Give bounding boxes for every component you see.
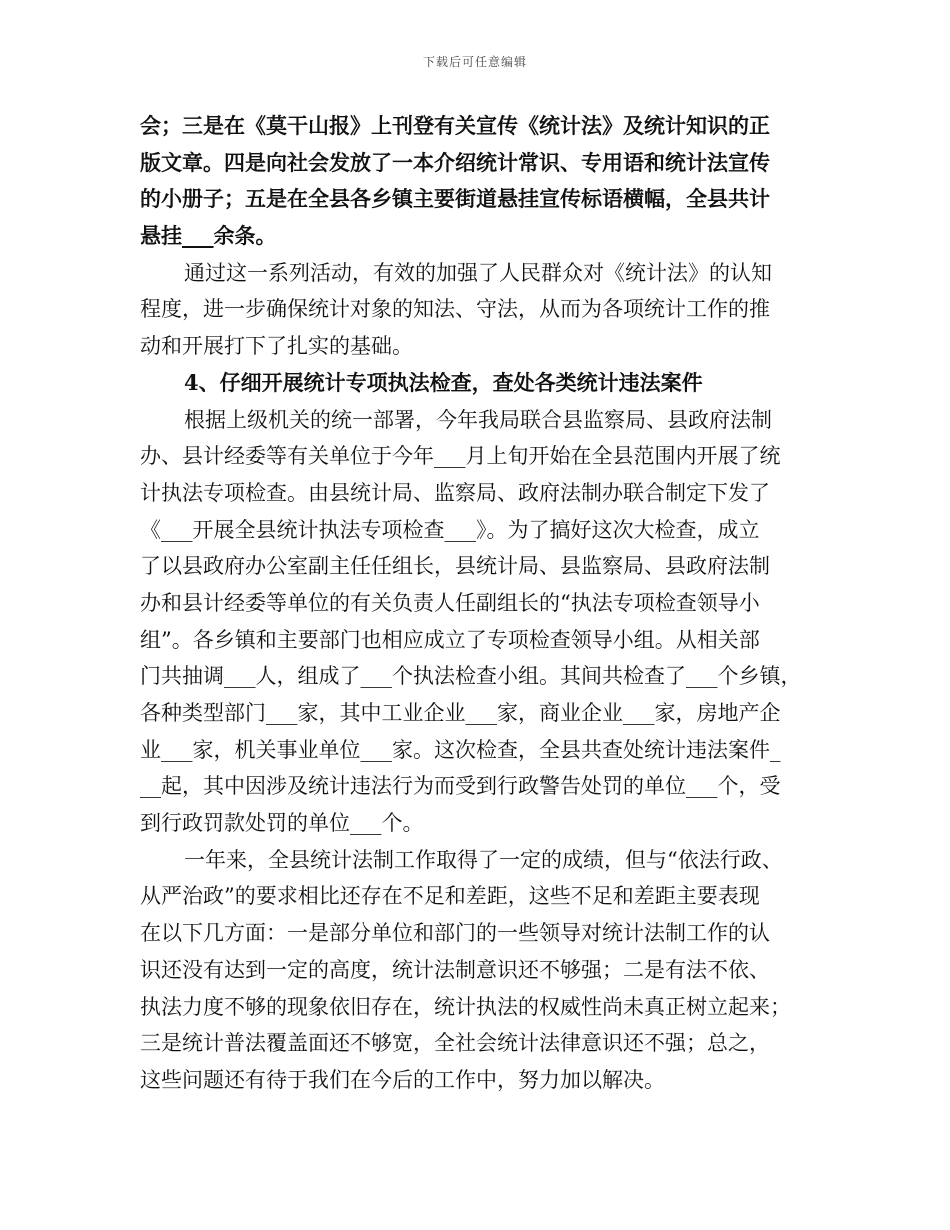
- text-line: 办和县计经委等单位的有关负责人任副组长的“执法专项检查领导小: [140, 590, 760, 615]
- text-line: 了以县政府办公室副主任任组长，县统计局、县监察局、县政府法制: [140, 554, 770, 579]
- text-line: 根据上级机关的统一部署，今年我局联合县监察局、县政府法制: [184, 407, 772, 432]
- text-line: 计执法专项检查。由县统计局、监察局、政府法制办联合制定下发了: [140, 480, 770, 505]
- bold-text-line: 4、仔细开展统计专项执法检查，查处各类统计违法案件: [184, 369, 703, 395]
- text-line: 一年来，全县统计法制工作取得了一定的成绩，但与“依法行政、: [184, 847, 783, 872]
- text-line: 在以下几方面：一是部分单位和部门的一些领导对统计法制工作的认: [140, 921, 770, 946]
- text-line: 执法力度不够的现象依旧存在，统计执法的权威性尚未真正树立起来；: [140, 994, 791, 1019]
- text-line: __起，其中因涉及统计违法行为而受到行政警告处罚的单位___个，受: [140, 774, 781, 799]
- text-line: 业___家，机关事业单位___家。这次检查，全县共查处统计违法案件_: [140, 737, 781, 762]
- bold-text-line: 的小册子；五是在全县各乡镇主要街道悬挂宣传标语横幅，全县共计: [140, 186, 770, 212]
- document-body: [140, 108, 812, 1099]
- text-line: 三是统计普法覆盖面还不够宽，全社会统计法律意识还不强；总之，: [140, 1031, 770, 1056]
- text-line: 动和开展打下了扎实的基础。: [140, 334, 413, 359]
- text-line: 组”。各乡镇和主要部门也相应成立了专项检查领导小组。从相关部: [140, 627, 760, 652]
- text-line: 程度，进一步确保统计对象的知法、守法，从而为各项统计工作的推: [140, 297, 770, 322]
- bold-text-line: 会；三是在《莫干山报》上刊登有关宣传《统计法》及统计知识的正: [140, 113, 770, 138]
- text-line: 从严治政”的要求相比还存在不足和差距，这些不足和差距主要表现: [140, 884, 760, 909]
- text-line: 各种类型部门___家，其中工业企业___家，商业企业___家，房地产企: [140, 701, 781, 725]
- text-line: 《___开展全县统计执法专项检查___》。为了搞好这次大检查，成立: [140, 517, 760, 542]
- bold-text-line: 悬挂___余条。: [140, 223, 277, 249]
- text-line: 识还没有达到一定的高度，统计法制意识还不够强；二是有法不依、: [140, 957, 770, 982]
- page-header: 下载后可任意编辑: [422, 55, 527, 69]
- text-line: 到行政罚款处罚的单位___个。: [140, 811, 424, 836]
- text-line: 这些问题还有待于我们在今后的工作中，努力加以解决。: [140, 1067, 665, 1092]
- text-line: 办、县计经委等有关单位于今年___月上旬开始在全县范围内开展了统: [140, 444, 781, 469]
- text-line: 门共抽调___人，组成了___个执法检查小组。其间共检查了___个乡镇，: [140, 664, 802, 689]
- text-line: 通过这一系列活动，有效的加强了人民群众对《统计法》的认知: [184, 260, 772, 285]
- bold-text-line: 版文章。四是向社会发放了一本介绍统计常识、专用语和统计法宣传: [140, 149, 770, 175]
